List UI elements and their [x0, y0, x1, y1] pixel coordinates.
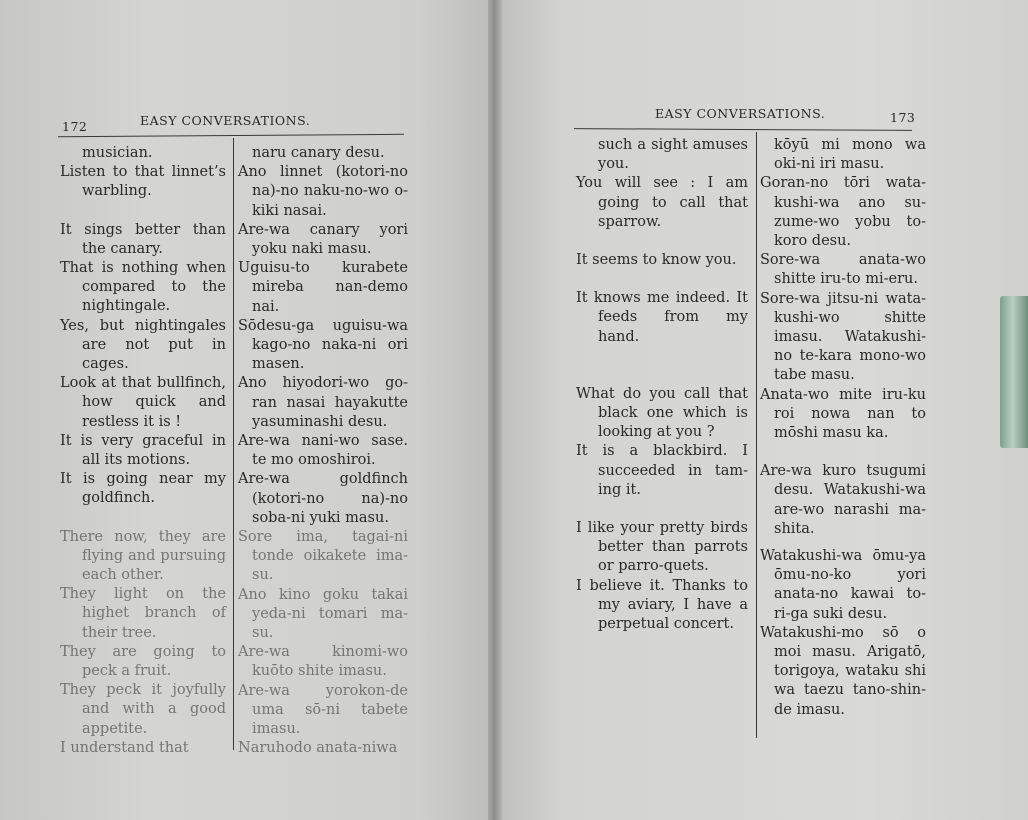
book-gutter	[488, 0, 502, 820]
left-en-entry-6: It is very graceful in all its motions.	[60, 432, 226, 469]
left-en-entry-3: That is nothing when compared to the nightingale.	[60, 260, 226, 315]
green-clip-edge	[1000, 296, 1028, 448]
left-en-entry-0: musician.	[82, 145, 153, 161]
right-en-entry-5: It is a blackbird. I succeeded in tam-ing it.	[576, 443, 748, 498]
right-en-entry-6: I like your pretty birds better than parrots or parro-quets.	[576, 520, 748, 575]
right-english-column	[576, 136, 748, 634]
left-jp-entry-4: Sōdesu-ga uguisu-wa kago-no naka-ni ori masen.	[238, 317, 408, 373]
right-en-entry-3: It knows me indeed. It feeds from my hand.	[576, 290, 748, 345]
left-jp-entry-12: Naruhodo anata-niwa	[238, 740, 398, 757]
right-jp-entry-5: Are-wa kuro tsugumi desu. Watakushi-wa are-wo narashi ma-shita.	[760, 463, 926, 537]
right-jp-entry-2: Sore-wa anata-wo shitte iru-to mi-eru.	[760, 252, 926, 288]
left-jp-entry-11: Are-wa yorokon-de uma sō-ni tabete imasu.	[238, 682, 408, 738]
right-jp-entry-3: Sore-wa jitsu-ni wata-kushi-wo shitte imasu. Watakushi-no te-kara mono-wo tabe masu.	[760, 290, 926, 384]
left-en-entry-11: They peck it joyfully and with a good appetite.	[60, 682, 226, 737]
left-jp-entry-6: Are-wa nani-wo sase. te mo omoshiroi.	[238, 433, 408, 469]
right-jp-entry-7: Watakushi-mo sō o moi masu. Arigatō, torigoya, wataku shi wa taezu tano-shin-de imasu.	[760, 624, 926, 718]
left-jp-entry-1: Ano linnet (kotori-no na)-no naku-no-wo o-kiki nasai.	[238, 164, 408, 219]
right-en-entry-7: I believe it. Thanks to my aviary, I have a perpetual concert.	[576, 577, 748, 633]
left-jp-entry-9: Ano kino goku takai yeda-ni tomari ma-su.	[238, 586, 408, 642]
right-en-entry-1: You will see : I am going to call that sparrow.	[576, 175, 748, 230]
left-jp-entry-7: Are-wa goldfinch (kotori-no na)-no soba-ni yuki masu.	[238, 471, 408, 526]
left-en-entry-10: They are going to peck a fruit.	[60, 643, 226, 680]
right-jp-entry-6: Watakushi-wa ōmu-ya ōmu-no-ko yori anata-no kawai to-ri-ga suki desu.	[760, 548, 926, 622]
left-en-entry-1: Listen to that linnet’s warbling.	[60, 164, 226, 200]
right-japanese-column	[760, 136, 926, 720]
left-jp-entry-10: Are-wa kinomi-wo kuōto shite imasu.	[238, 644, 408, 680]
right-running-head: EASY CONVERSATIONS.	[655, 106, 826, 121]
right-jp-entry-4: Anata-wo mite iru-ku roi nowa nan to mōshi masu ka.	[760, 386, 926, 442]
left-jp-entry-5: Ano hiyodori-wo go-ran nasai hayakutte yasuminashi desu.	[238, 375, 408, 430]
right-en-entry-4: What do you call that black one which is looking at you ?	[576, 385, 748, 441]
left-en-entry-9: They light on the highet branch of their tree.	[60, 586, 226, 641]
left-running-head: EASY CONVERSATIONS.	[140, 113, 311, 128]
left-en-entry-5: Look at that bullfinch, how quick and restless it is !	[60, 375, 226, 430]
right-en-entry-0: such a sight amuses you.	[598, 137, 748, 173]
left-jp-entry-0: naru canary desu.	[252, 145, 385, 161]
right-en-entry-2: It seems to know you.	[576, 252, 737, 269]
right-jp-entry-0: kōyū mi mono wa oki-ni iri masu.	[774, 137, 926, 173]
left-en-entry-12: I understand that	[60, 739, 189, 756]
left-en-entry-4: Yes, but nightingales are not put in cages.	[60, 317, 226, 373]
left-en-entry-7: It is going near my goldfinch.	[60, 471, 226, 507]
left-en-entry-2: It sings better than the canary.	[60, 221, 226, 257]
left-en-entry-8: There now, they are flying and pursuing each other.	[60, 528, 226, 584]
left-column-divider	[233, 138, 234, 750]
left-jp-entry-3: Uguisu-to kurabete mireba nan-demo nai.	[238, 260, 408, 315]
right-column-divider	[756, 132, 757, 738]
left-jp-entry-8: Sore ima, tagai-ni tonde oikakete ima-su.	[238, 529, 408, 584]
left-page-number: 172	[62, 119, 88, 134]
left-english-column	[60, 144, 226, 758]
left-japanese-column	[238, 144, 408, 759]
right-page-number: 173	[890, 110, 916, 125]
right-jp-entry-1: Goran-no tōri wata-kushi-wa ano su-zume-wo yobu to-koro desu.	[760, 175, 926, 250]
left-jp-entry-2: Are-wa canary yori yoku naki masu.	[238, 221, 408, 258]
